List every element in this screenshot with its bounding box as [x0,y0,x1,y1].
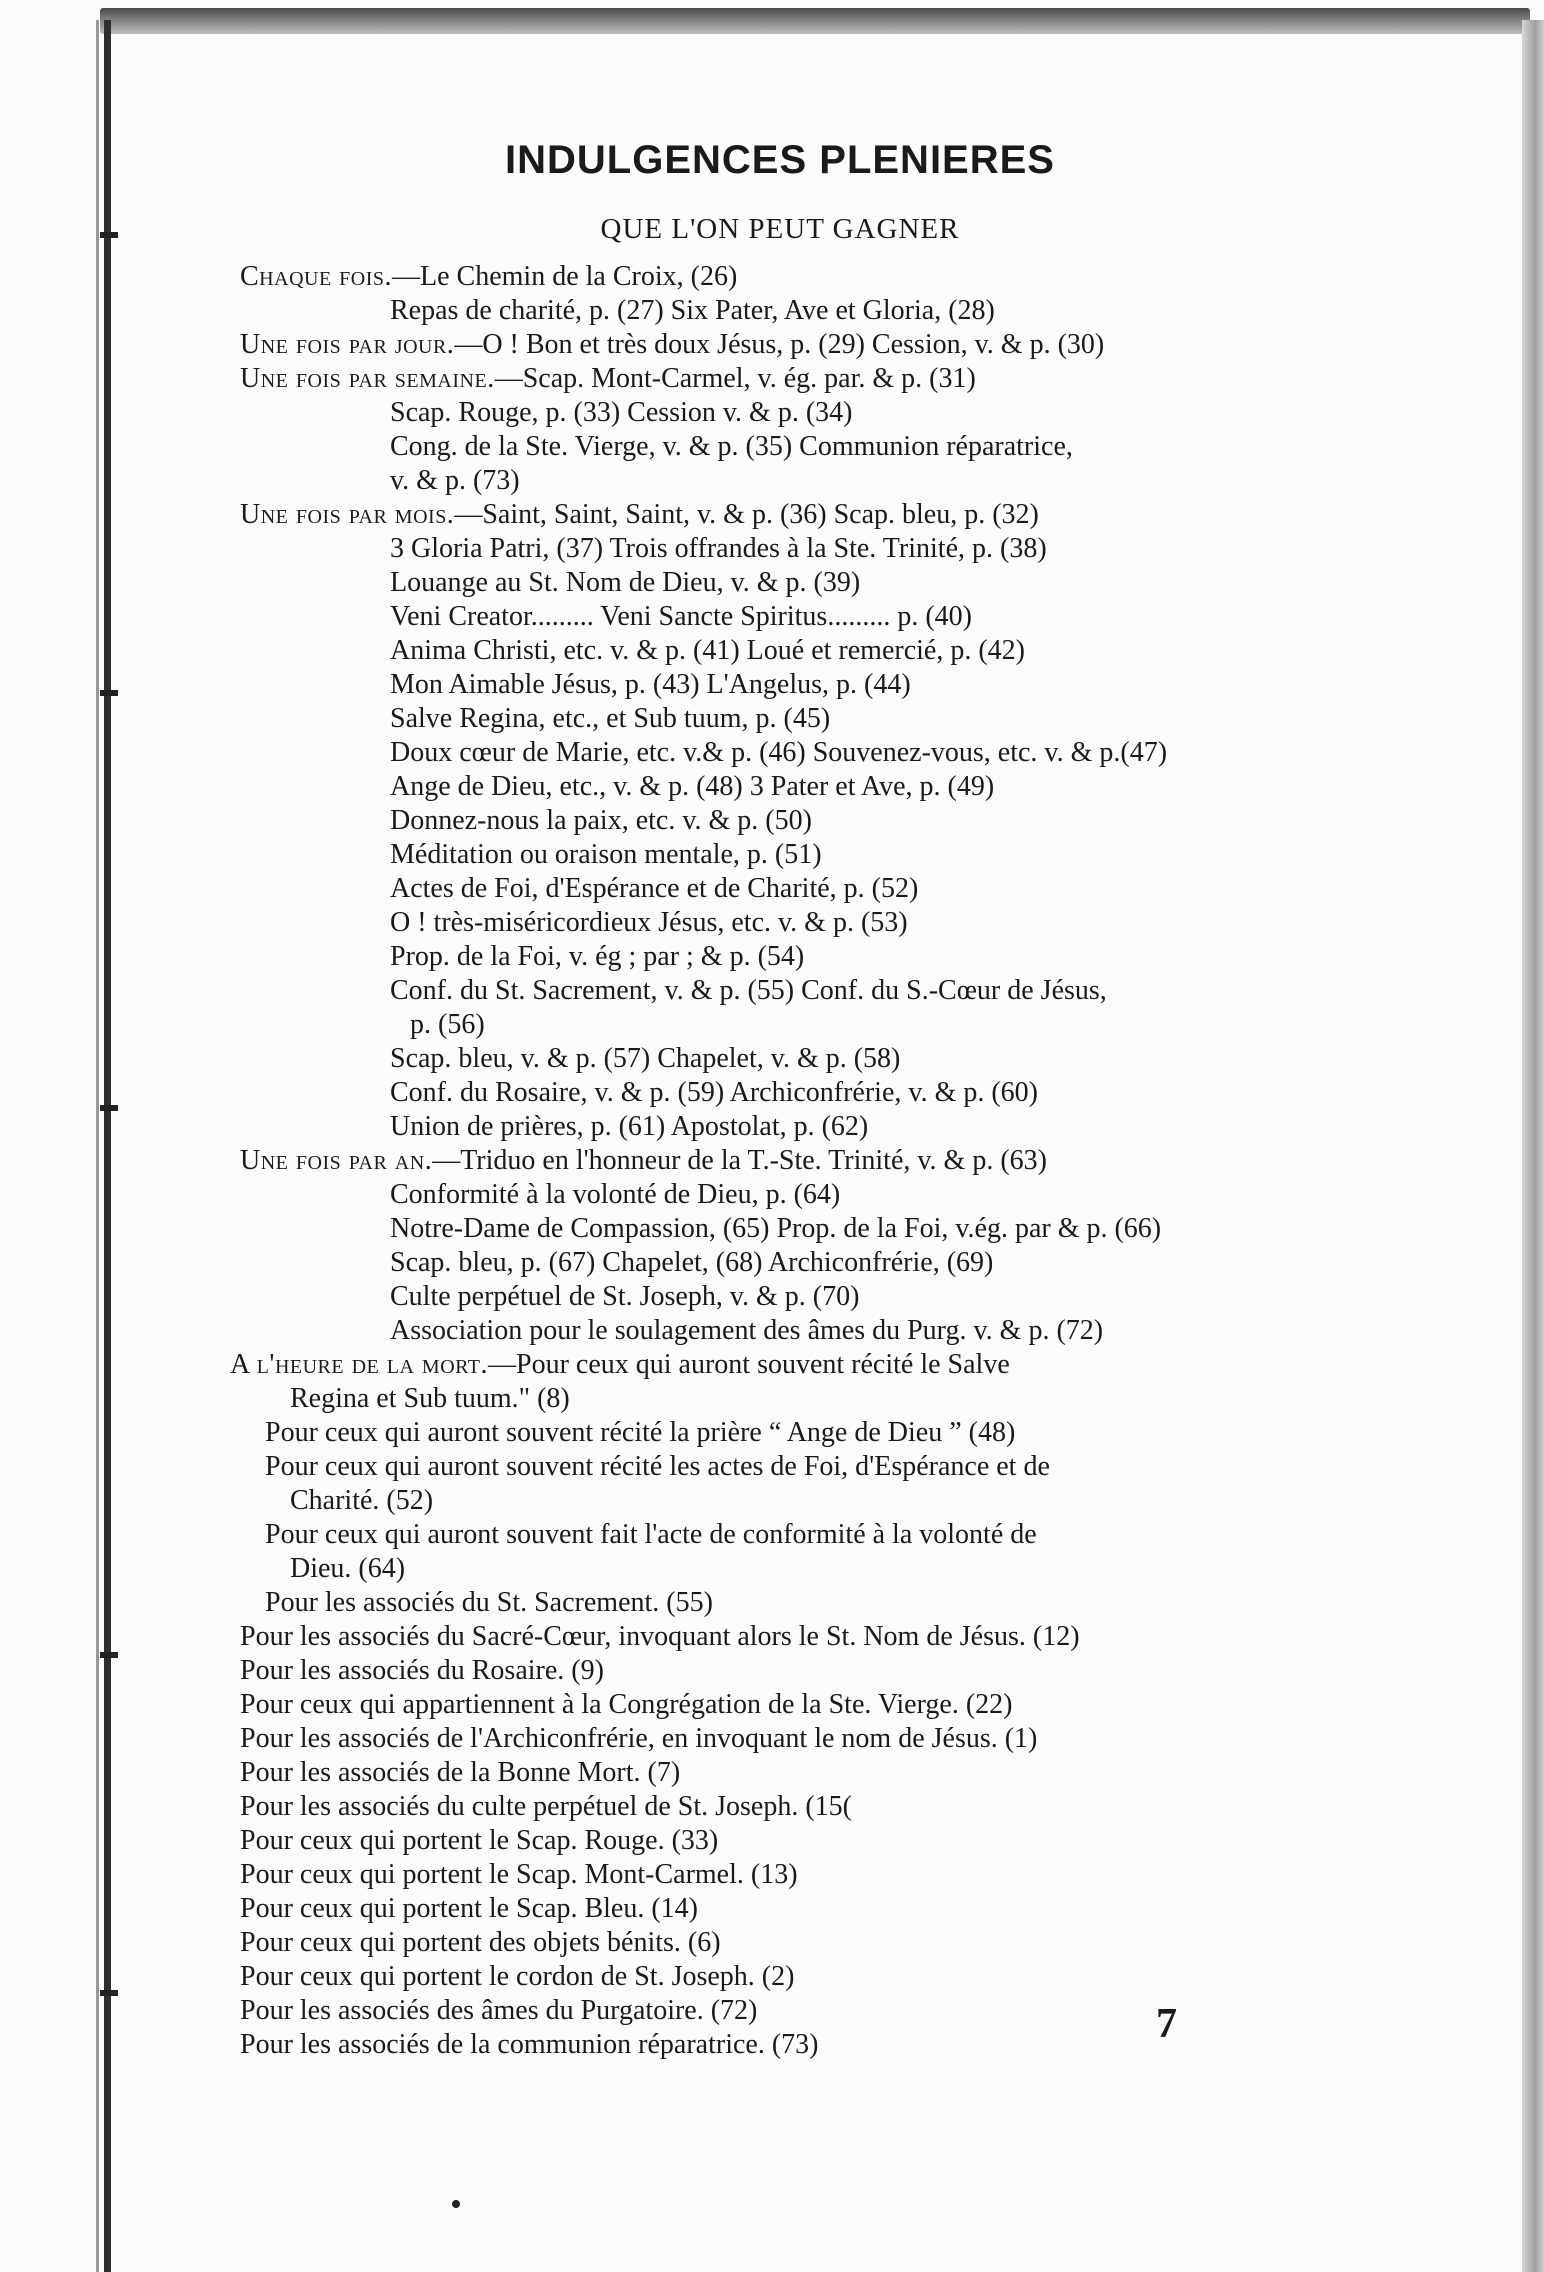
section-line [230,1348,1320,1382]
entry-line: 3 Gloria Patri, (37) Trois offrandes à la Ste. Trinité, p. (38) [390,533,1047,564]
list-item: Pour ceux qui portent le Scap. Mont-Carmel. (13) [240,1859,798,1890]
entry-line: Mon Aimable Jésus, p. (43) L'Angelus, p. (44) [390,669,911,700]
entry-line: Anima Christi, etc. v. & p. (41) Loué et remercié, p. (42) [390,635,1025,666]
binding-stitch [100,1105,118,1111]
section-label: Une fois par mois. [240,499,455,530]
list-item: Pour les associés de la Bonne Mort. (7) [240,1757,681,1788]
entry-line: Union de prières, p. (61) Apostolat, p. (62) [390,1111,869,1142]
entry-line: Scap. bleu, p. (67) Chapelet, (68) Archiconfrérie, (69) [390,1247,994,1278]
entry-line: Pour ceux qui auront souvent récité la prière “ Ange de Dieu ” (48) [265,1417,1016,1448]
entry-line: Conf. du Rosaire, v. & p. (59) Archiconfrérie, v. & p. (60) [390,1077,1038,1108]
section-label: Une fois par jour. [240,329,455,360]
entry-line: O ! très-miséricordieux Jésus, etc. v. & p. (53) [390,907,908,938]
page-number: 7 [1156,2001,1177,2047]
binding-stitch [100,1990,118,1996]
section-label: Chaque fois. [240,261,393,292]
section-label: A l'heure de la mort. [230,1349,488,1380]
list-item: Pour les associés du Rosaire. (9) [240,1655,604,1686]
entry-text: —Saint, Saint, Saint, v. & p. (36) Scap. bleu, p. (32) [454,499,1039,530]
ink-speck [452,2200,460,2208]
section-line [240,1144,1320,1178]
binding-stitch [100,1652,118,1658]
entry-line: Regina et Sub tuum." (8) [290,1383,570,1414]
book-binding [104,20,111,2272]
list-item: Pour ceux qui portent le Scap. Rouge. (33) [240,1825,719,1856]
entry-line: Actes de Foi, d'Espérance et de Charité, p. (52) [390,873,919,904]
section-label: Une fois par an. [240,1145,433,1176]
entry-line: Veni Creator......... Veni Sancte Spiritus......... p. (40) [390,601,972,632]
entry-text: —Le Chemin de la Croix, (26) [392,261,738,292]
entry-line: Donnez-nous la paix, etc. v. & p. (50) [390,805,812,836]
list-item: Pour ceux qui portent le cordon de St. Joseph. (2) [240,1961,795,1992]
binding-shadow [96,20,99,2272]
list-item: Pour les associés du culte perpétuel de St. Joseph. (15( [240,1791,852,1822]
section-line [240,498,1320,532]
page-right-edge [1522,20,1544,2272]
list-item: Pour ceux qui appartiennent à la Congrégation de la Ste. Vierge. (22) [240,1689,1013,1720]
main-content [230,138,1320,2062]
entry-line: Charité. (52) [290,1485,434,1516]
list-item: Pour ceux qui portent le Scap. Bleu. (14) [240,1893,699,1924]
entry-line: v. & p. (73) [390,465,520,496]
entry-line: Méditation ou oraison mentale, p. (51) [390,839,822,870]
page-subtitle: QUE L'ON PEUT GAGNER [600,213,960,245]
death-hour-list [240,1620,1320,2062]
entry-line: Conf. du St. Sacrement, v. & p. (55) Conf. du S.-Cœur de Jésus, [390,975,1107,1006]
entry-line: Pour ceux qui auront souvent fait l'acte de conformité à la volonté de [265,1519,1037,1550]
entry-line: Culte perpétuel de St. Joseph, v. & p. (70) [390,1281,860,1312]
entry-line: Pour ceux qui auront souvent récité les actes de Foi, d'Espérance et de [265,1451,1050,1482]
entry-line: Association pour le soulagement des âmes du Purg. v. & p. (72) [390,1315,1104,1346]
list-item: Pour les associés de la communion réparatrice. (73) [240,2029,819,2060]
binding-stitch [100,232,118,238]
entry-line: Notre-Dame de Compassion, (65) Prop. de la Foi, v.ég. par & p. (66) [390,1213,1162,1244]
entry-line: Conformité à la volonté de Dieu, p. (64) [390,1179,841,1210]
list-item: Pour les associés de l'Archiconfrérie, en invoquant le nom de Jésus. (1) [240,1723,1038,1754]
entry-text: —O ! Bon et très doux Jésus, p. (29) Cession, v. & p. (30) [454,329,1105,360]
entry-line: Prop. de la Foi, v. ég ; par ; & p. (54) [390,941,805,972]
entry-line: Louange au St. Nom de Dieu, v. & p. (39) [390,567,861,598]
entry-line: Repas de charité, p. (27) Six Pater, Ave et Gloria, (28) [390,295,995,326]
binding-stitch [100,690,118,696]
list-item: Pour les associés du Sacré-Cœur, invoquant alors le St. Nom de Jésus. (12) [240,1621,1080,1652]
entry-line: Scap. Rouge, p. (33) Cession v. & p. (34) [390,397,853,428]
entry-line: Pour les associés du St. Sacrement. (55) [265,1587,713,1618]
section-line [240,260,1320,294]
list-item: Pour les associés des âmes du Purgatoire. (72) [240,1995,758,2026]
entry-text: —Pour ceux qui auront souvent récité le Salve [488,1349,1010,1380]
entry-text: —Triduo en l'honneur de la T.-Ste. Trinité, v. & p. (63) [432,1145,1047,1176]
entry-line: Doux cœur de Marie, etc. v.& p. (46) Souvenez-vous, etc. v. & p.(47) [390,737,1168,768]
entry-line: Scap. bleu, v. & p. (57) Chapelet, v. & p. (58) [390,1043,901,1074]
list-item: Pour ceux qui portent des objets bénits. (6) [240,1927,721,1958]
entry-line: p. (56) [410,1009,485,1040]
section-label: Une fois par semaine. [240,363,495,394]
entry-line: Salve Regina, etc., et Sub tuum, p. (45) [390,703,831,734]
page-title: INDULGENCES PLENIERES [505,138,1055,182]
entry-line: Dieu. (64) [290,1553,406,1584]
page-top-edge [100,8,1530,34]
section-line [240,328,1320,362]
entry-line: Ange de Dieu, etc., v. & p. (48) 3 Pater et Ave, p. (49) [390,771,995,802]
entry-text: —Scap. Mont-Carmel, v. ég. par. & p. (31) [494,363,976,394]
entry-line: Cong. de la Ste. Vierge, v. & p. (35) Communion réparatrice, [390,431,1073,462]
section-line [240,362,1320,396]
